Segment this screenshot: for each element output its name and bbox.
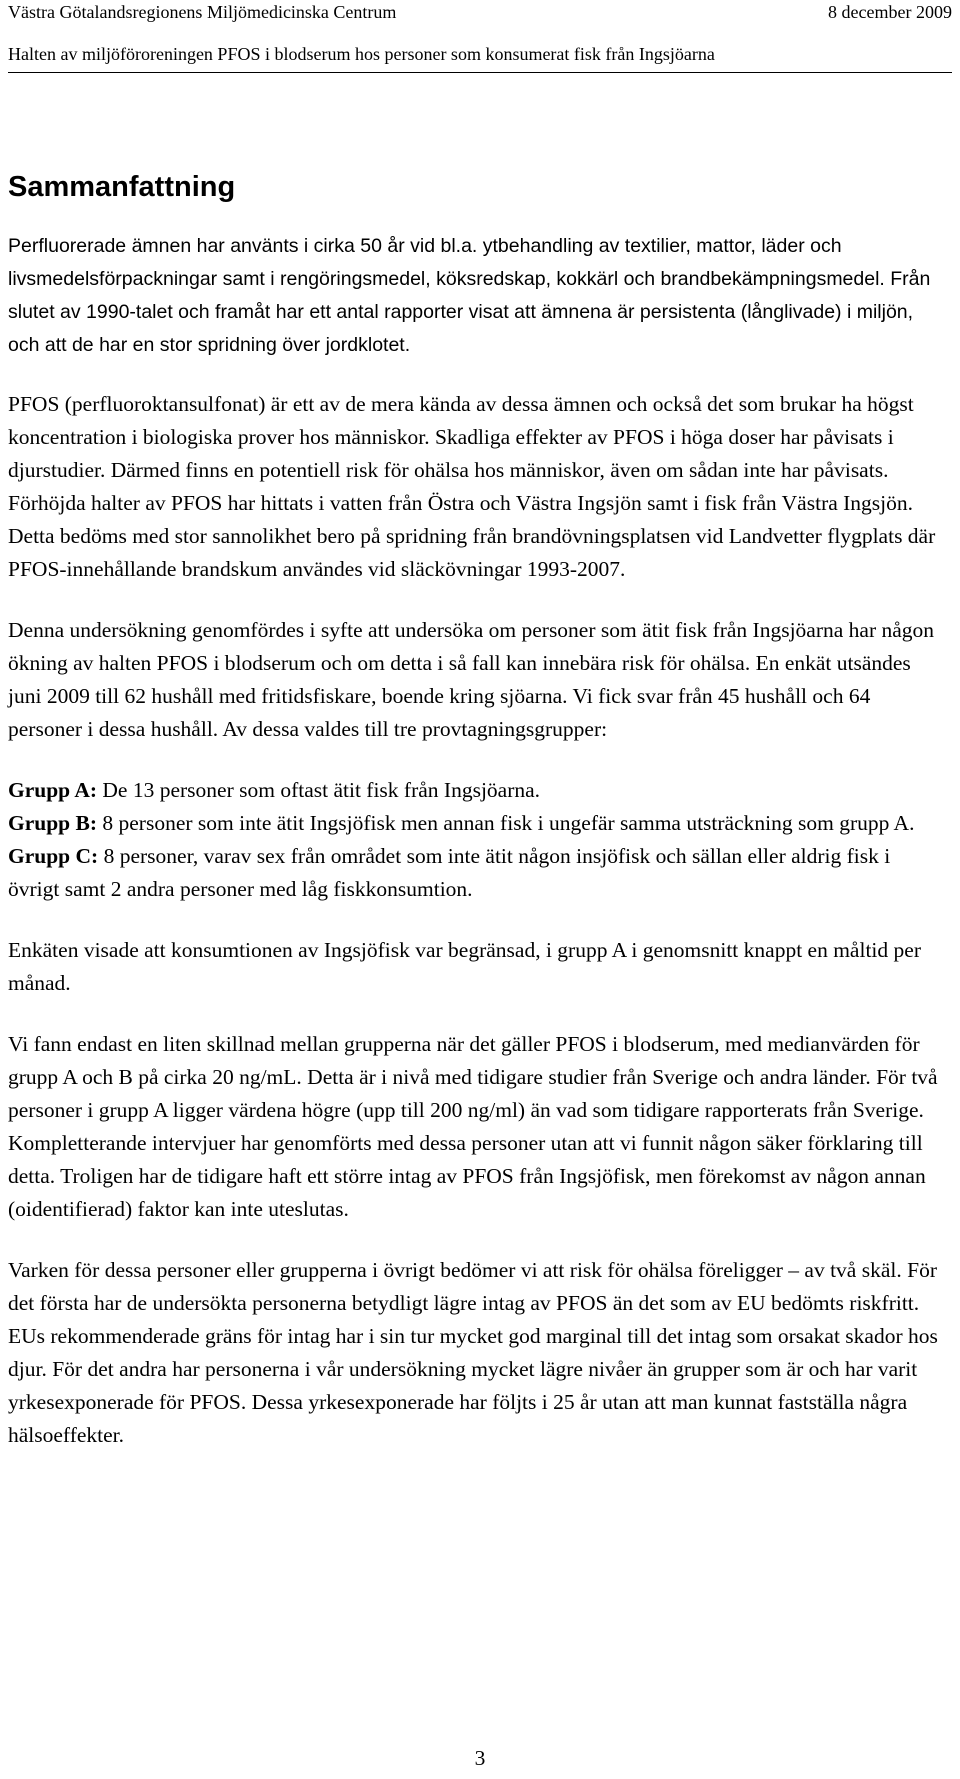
page-content <box>8 170 938 1480</box>
group-label: Grupp B: <box>8 811 98 835</box>
group-description: 8 personer som inte ätit Ingsjöfisk men annan fisk i ungefär samma utsträckning som grupp A. <box>97 811 915 835</box>
group-label: Grupp A: <box>8 778 98 802</box>
group-description: 8 personer, varav sex från området som inte ätit någon insjöfisk och sällan eller aldrig fisk i övrigt samt 2 andra personer med låg fiskkonsumtion. <box>8 844 891 901</box>
header-organization: Västra Götalandsregionens Miljömedicinska Centrum <box>8 2 397 22</box>
page-number: 3 <box>474 1746 486 1770</box>
paragraph-results: Vi fann endast en liten skillnad mellan grupperna när det gäller PFOS i blodserum, med medianvärden för grupp A och B på cirka 20 ng/mL. Detta är i nivå med tidigare studier från Sverige och andra länder. För två personer i grupp A ligger värdena högre (upp till 200 ng/ml) än vad som tidigare rapporterats från Sverige. Kompletterande intervjuer har genomförts med dessa personer utan att vi funnit någon säker förklaring till detta. Troligen har de tidigare haft ett större intag av PFOS från Ingsjöfisk, men förekomst av någon annan (oidentifierad) faktor kan inte uteslutas. <box>8 1032 938 1221</box>
section-title: Sammanfattning <box>8 171 236 203</box>
group-item-b <box>8 807 938 840</box>
group-description: De 13 personer som oftast ätit fisk från Ingsjöarna. <box>97 778 541 802</box>
header-top-row <box>8 0 952 24</box>
group-label: Grupp C: <box>8 844 99 868</box>
page-header <box>8 0 952 73</box>
paragraph-consumption: Enkäten visade att konsumtionen av Ingsjöfisk var begränsad, i grupp A i genomsnitt knappt en måltid per månad. <box>8 938 921 995</box>
header-divider <box>8 72 952 73</box>
group-list <box>8 774 938 906</box>
paragraph-study-design: Denna undersökning genomfördes i syfte att undersöka om personer som ätit fisk från Ingsjöarna har någon ökning av halten PFOS i blodserum och om detta i så fall kan innebära risk för ohälsa. En enkät utsändes juni 2009 till 62 hushåll med fritidsfiskare, boende kring sjöarna. Vi fick svar från 45 hushåll och 64 personer i dessa hushåll. Av dessa valdes till tre provtagningsgrupper: <box>8 618 935 741</box>
paragraph-pfos: PFOS (perfluoroktansulfonat) är ett av de mera kända av dessa ämnen och också det som brukar ha högst koncentration i biologiska prover hos människor. Skadliga effekter av PFOS i höga doser har påvisats i djurstudier. Därmed finns en potentiell risk för ohälsa hos människor, även om sådan inte har påvisats. Förhöjda halter av PFOS har hittats i vatten från Östra och Västra Ingsjön samt i fisk från Västra Ingsjön. Detta bedöms med stor sannolikhet bero på spridning från brandövningsplatsen vid Landvetter flygplats där PFOS-innehållande brandskum användes vid släckövningar 1993-2007. <box>8 392 936 581</box>
paragraph-background: Perfluorerade ämnen har använts i cirka 50 år vid bl.a. ytbehandling av textilier, mattor, läder och livsmedelsförpackningar samt i rengöringsmedel, köksredskap, kokkärl och brandbekämpningsmedel. Från slutet av 1990-talet och framåt har ett antal rapporter visat att ämnena är persistenta (långlivade) i miljön, och att de har en stor spridning över jordklotet. <box>8 235 931 356</box>
header-date: 8 december 2009 <box>828 2 952 22</box>
group-item-a <box>8 774 938 807</box>
header-report-title: Halten av miljöföroreningen PFOS i blodserum hos personer som konsumerat fisk från Ingsjöarna <box>8 44 715 64</box>
paragraph-risk-assessment: Varken för dessa personer eller grupperna i övrigt bedömer vi att risk för ohälsa föreligger – av två skäl. För det första har de undersökta personerna betydligt lägre intag av PFOS än det som av EU bedömts riskfritt. EUs rekommenderade gräns för intag har i sin tur mycket god marginal till det intag som orsakat skador hos djur. För det andra har personerna i vår undersökning mycket lägre nivåer än grupper som är och har varit yrkesexponerade för PFOS. Dessa yrkesexponerade har följts i 25 år utan att man kunnat fastställa några hälsoeffekter. <box>8 1258 938 1447</box>
group-item-c <box>8 840 938 906</box>
